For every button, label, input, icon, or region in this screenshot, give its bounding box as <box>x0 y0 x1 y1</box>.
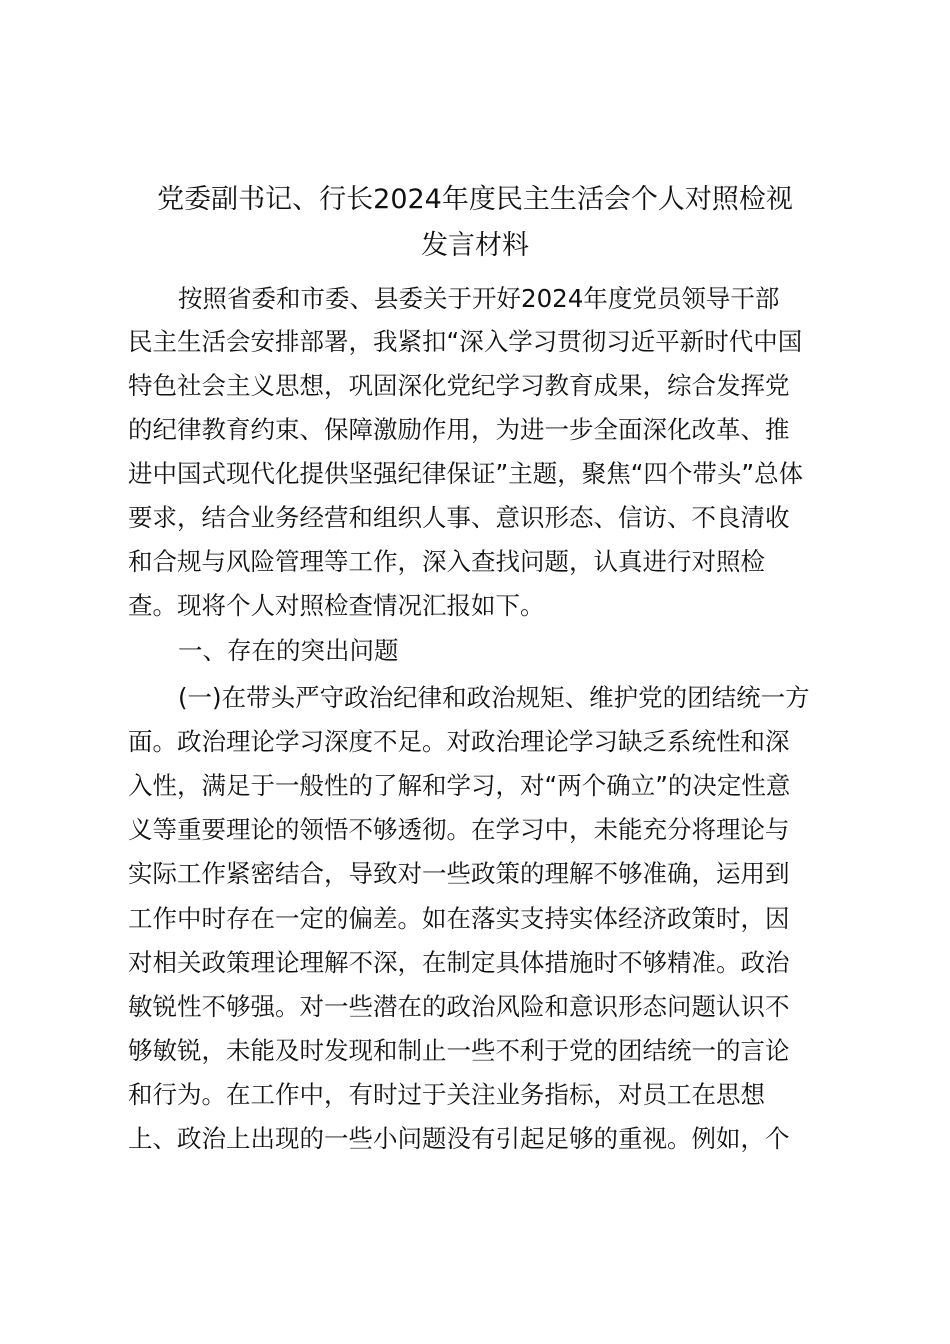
intro-paragraph-line: 的纪律教育约束、保障激励作用，为进一步全面深化改革、推 <box>128 415 790 444</box>
section-heading: 一、存在的突出问题 <box>178 636 399 665</box>
section-body-line: 对相关政策理论理解不深，在制定具体措施时不够精准。政治 <box>128 948 790 977</box>
intro-paragraph-line: 要求，结合业务经营和组织人事、意识形态、信访、不良清收 <box>128 503 790 532</box>
intro-paragraph-line: 和合规与风险管理等工作，深入查找问题，认真进行对照检 <box>128 547 765 576</box>
intro-paragraph-line: 按照省委和市委、县委关于开好2024年度党员领导干部 <box>178 284 780 313</box>
section-body-line: 义等重要理论的领悟不够透彻。在学习中，未能充分将理论与 <box>128 815 790 844</box>
section-body-line: 和行为。在工作中，有时过于关注业务指标，对员工在思想 <box>128 1080 765 1109</box>
section-body-line: 入性，满足于一般性的了解和学习，对“两个确立”的决定性意 <box>128 771 791 800</box>
intro-paragraph-line: 民主生活会安排部署，我紧扣“深入学习贯彻习近平新时代中国 <box>128 327 803 356</box>
section-body-line: 上、政治上出现的一些小问题没有引起足够的重视。例如，个 <box>128 1124 790 1153</box>
intro-paragraph-line: 进中国式现代化提供坚强纪律保证”主题，聚焦“四个带头”总体 <box>128 459 804 488</box>
document-title-line-1: 党委副书记、行长2024年度民主生活会个人对照检视 <box>157 184 793 215</box>
section-body-line: 够敏锐，未能及时发现和制止一些不利于党的团结统一的言论 <box>128 1036 790 1065</box>
intro-paragraph-line: 查。现将个人对照检查情况汇报如下。 <box>128 591 545 620</box>
intro-paragraph-line: 特色社会主义思想，巩固深化党纪学习教育成果，综合发挥党 <box>128 371 790 400</box>
document-title-line-2: 发言材料 <box>421 230 529 261</box>
section-body-line: 敏锐性不够强。对一些潜在的政治风险和意识形态问题认识不 <box>128 992 790 1021</box>
section-body-line: 工作中时存在一定的偏差。如在落实支持实体经济政策时，因 <box>128 904 790 933</box>
section-body-line: 面。政治理论学习深度不足。对政治理论学习缺乏系统性和深 <box>128 727 790 756</box>
section-body-line: (一)在带头严守政治纪律和政治规矩、维护党的团结统一方 <box>178 683 810 712</box>
section-body-line: 实际工作紧密结合，导致对一些政策的理解不够准确，运用到 <box>128 859 790 888</box>
